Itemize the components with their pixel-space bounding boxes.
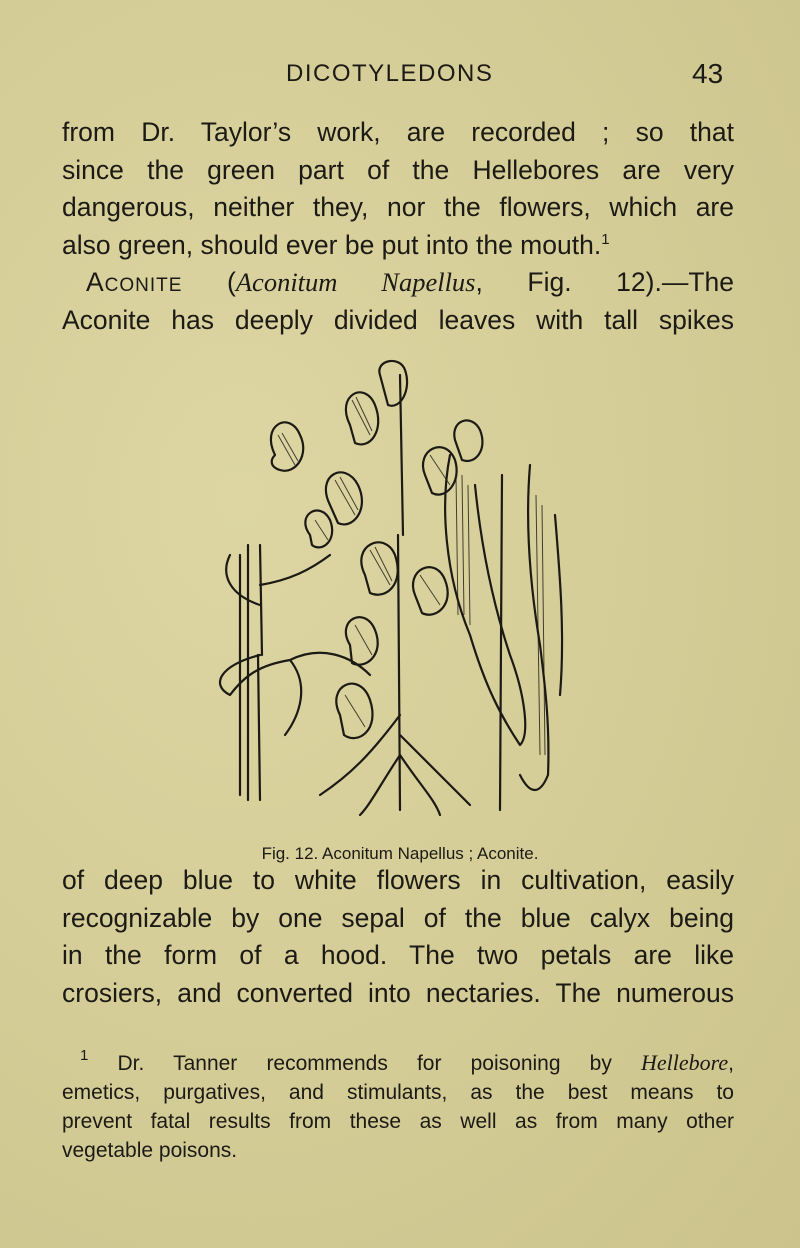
text-line-content: also green, should ever be put into the mouth.: [62, 229, 602, 260]
page-header: [0, 58, 800, 98]
footnote-line: emetics, purgatives, and stimulants, as the best means to: [62, 1081, 734, 1104]
text-line: of deep blue to white flowers in cultivation, easily: [62, 865, 734, 895]
figure-caption: Fig. 12. Aconitum Napellus ; Aconite.: [261, 844, 539, 863]
footnote-marker: 1: [80, 1047, 89, 1064]
stem: [258, 545, 262, 800]
footnote-line: [62, 1048, 734, 1078]
stem: [398, 375, 403, 810]
text-line: since the green part of the Hellebores are very: [62, 154, 734, 185]
text-line: crosiers, and converted into nectaries. The numerous: [62, 977, 734, 1008]
aconite-illustration: [200, 355, 600, 825]
figure-reference: , Fig. 12).—The: [475, 267, 734, 297]
latin-name: Aconitum Napellus: [235, 267, 476, 297]
open-paren: (: [227, 267, 236, 297]
text-line: Aconite has deeply divided leaves with tall spikes: [62, 304, 734, 335]
paragraph-1: [62, 114, 734, 339]
footnote-line: vegetable poisons.: [62, 1139, 238, 1162]
stem: [500, 475, 502, 810]
text-line: [62, 227, 734, 265]
footnote-line: prevent fatal results from these as well as from many other: [62, 1110, 734, 1133]
text-line: [62, 264, 734, 302]
page-number: 43: [692, 58, 724, 89]
text-line: from Dr. Taylor’s work, are recorded ; so that: [62, 117, 734, 147]
text-line: dangerous, neither they, nor the flowers, which are: [62, 192, 734, 222]
section-heading: Aconite: [86, 267, 183, 297]
footnote: [62, 1048, 734, 1165]
text-line: recognizable by one sepal of the blue calyx being: [62, 902, 734, 933]
text-line: in the form of a hood. The two petals are like: [62, 940, 734, 970]
running-title: DICOTYLEDONS: [286, 60, 494, 87]
footnote-text: Dr. Tanner recommends for poisoning by: [88, 1052, 641, 1075]
footnote-reference: 1: [601, 230, 610, 248]
footnote-punct: ,: [728, 1052, 734, 1075]
footnote-italic: Hellebore: [641, 1050, 729, 1075]
paragraph-3: [62, 862, 734, 1012]
